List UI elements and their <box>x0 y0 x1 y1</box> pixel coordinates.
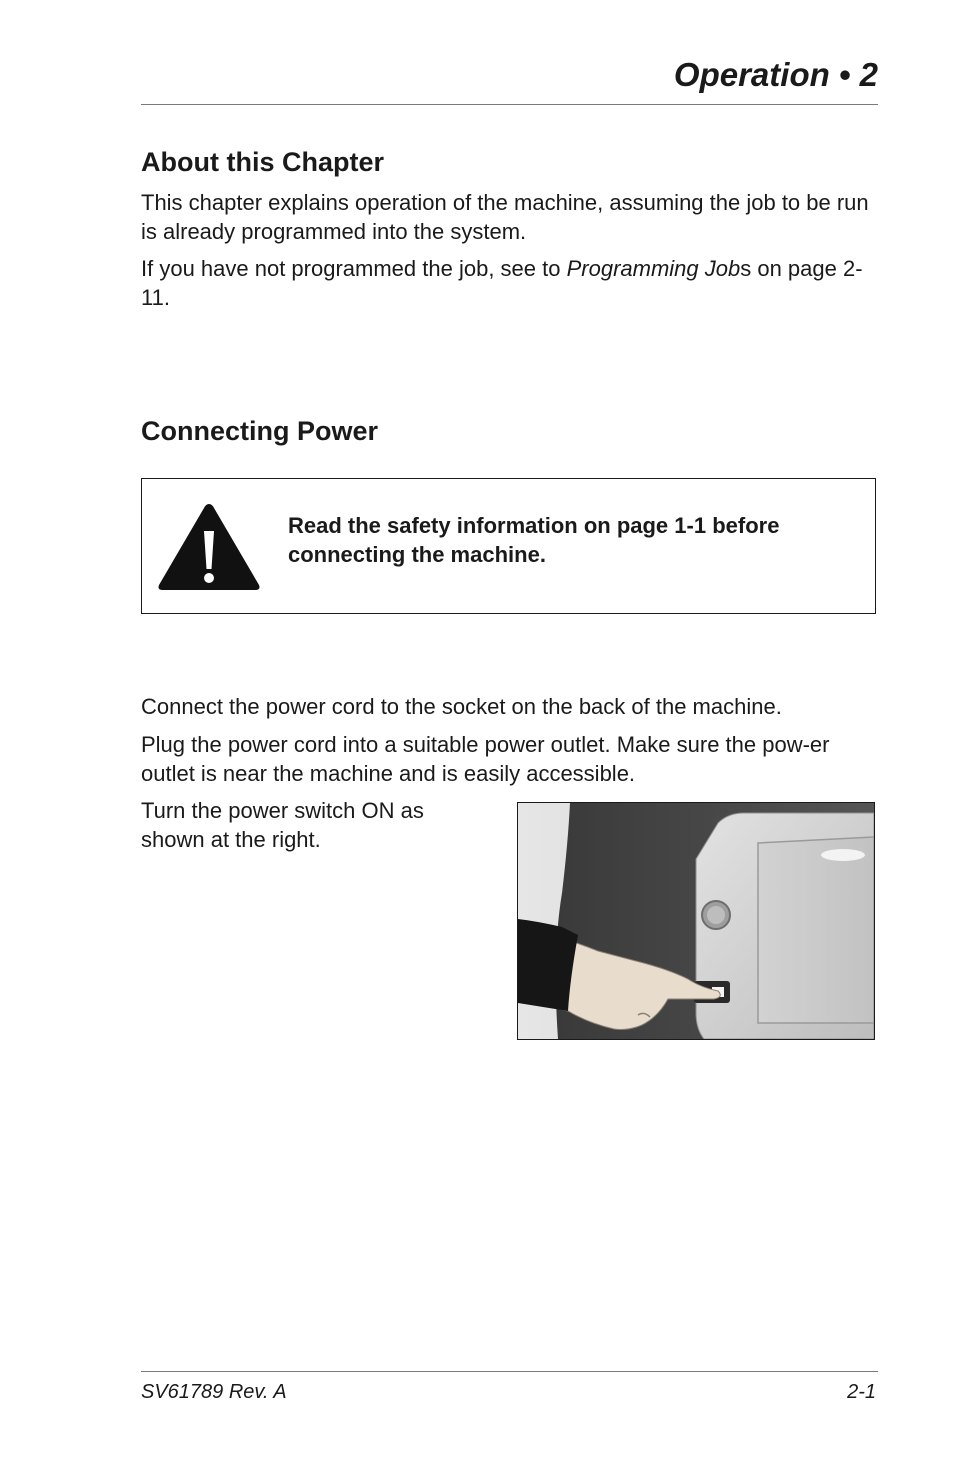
warning-triangle-icon <box>156 501 262 593</box>
power-switch-illustration <box>518 803 874 1039</box>
chapter-title: Operation • 2 <box>673 56 878 93</box>
step-plug-outlet: Plug the power cord into a suitable power outlet. Make sure the pow-er outlet is near the machine and is easily accessible. <box>141 732 830 786</box>
page-number: 2-1 <box>847 1381 876 1403</box>
step-power-switch: Turn the power switch ON as shown at the right. <box>141 798 424 852</box>
about-paragraph-2-text: If you have not programmed the job, see to <box>141 256 567 281</box>
section-heading-about: About this Chapter <box>141 147 384 177</box>
footer-rule <box>141 1371 878 1372</box>
warning-text: Read the safety information on page 1-1 before connecting the machine. <box>288 513 780 567</box>
step-connect-cord: Connect the power cord to the socket on the back of the machine. <box>141 694 782 719</box>
document-id: SV61789 Rev. A <box>141 1381 287 1403</box>
power-switch-photo <box>517 802 875 1040</box>
header-rule <box>141 104 878 105</box>
programming-jobs-reference: Programming Job <box>566 256 741 281</box>
about-paragraph-2 <box>141 254 881 312</box>
section-heading-connecting-power: Connecting Power <box>141 416 379 446</box>
about-paragraph-1: This chapter explains operation of the machine, assuming the job to be run is already programmed into the system. <box>141 190 869 244</box>
about-paragraph-2-tail: s on page 2-11. <box>141 256 863 310</box>
safety-warning-box <box>141 478 876 614</box>
